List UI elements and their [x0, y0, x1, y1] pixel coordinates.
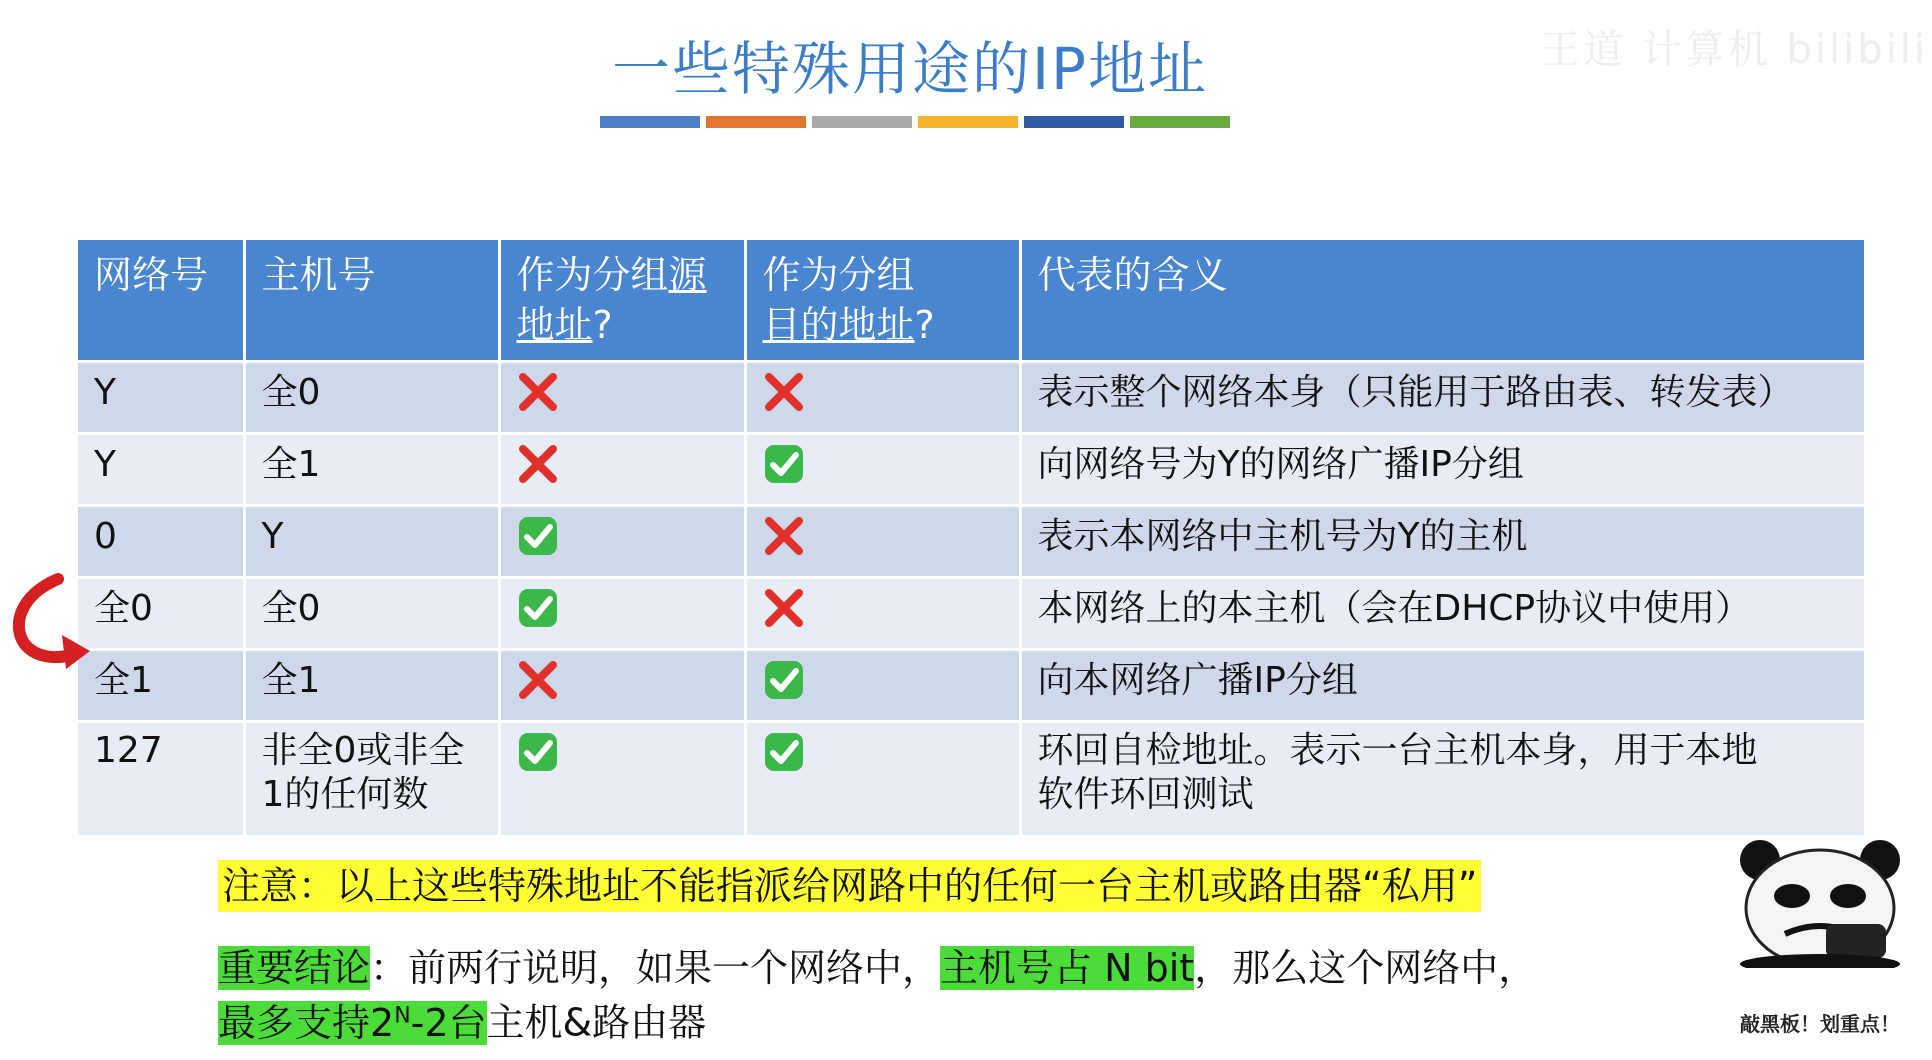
check-icon	[763, 659, 805, 701]
conclusion-text: 前两行说明，如果一个网络中，	[408, 946, 941, 990]
check-icon	[763, 731, 805, 773]
table-row	[78, 506, 1864, 578]
cell-network: 127	[78, 722, 244, 837]
meme-caption: 敲黑板！划重点！	[1740, 1012, 1900, 1036]
header-host-number: 主机号	[244, 240, 499, 362]
cell-host: 全0	[244, 362, 499, 434]
check-icon	[517, 731, 559, 773]
cell-as-source	[499, 434, 745, 506]
title-color-bar	[600, 116, 1230, 128]
cell-as-source	[499, 362, 745, 434]
header-meaning: 代表的含义	[1020, 240, 1864, 362]
table-row	[78, 578, 1864, 650]
check-icon	[517, 515, 559, 557]
color-bar-segment	[918, 116, 1018, 128]
cell-as-source	[499, 650, 745, 722]
special-ip-table	[78, 240, 1864, 838]
color-bar-segment	[1130, 116, 1230, 128]
cell-as-destination	[745, 362, 1020, 434]
cell-as-destination	[745, 722, 1020, 837]
cross-icon	[517, 659, 559, 701]
cross-icon	[517, 443, 559, 485]
cell-as-source	[499, 578, 745, 650]
cell-as-destination	[745, 506, 1020, 578]
table-header-row	[78, 240, 1864, 362]
cell-as-destination	[745, 578, 1020, 650]
cell-meaning: 环回自检地址。表示一台主机本身，用于本地 软件环回测试	[1020, 722, 1864, 837]
cell-host: 全1	[244, 650, 499, 722]
conclusion-highlight-bits: 主机号占 N bit	[940, 946, 1195, 990]
color-bar-segment	[706, 116, 806, 128]
cell-host: Y	[244, 506, 499, 578]
table-row	[78, 362, 1864, 434]
color-bar-segment	[1024, 116, 1124, 128]
cell-network: Y	[78, 434, 244, 506]
conclusion-block: 重要结论：前两行说明，如果一个网络中，主机号占 N bit，那么这个网络中， 最多支持$2^N-2$台主机&路由器	[218, 946, 1537, 1045]
cell-network: 0	[78, 506, 244, 578]
header-network-number: 网络号	[78, 240, 244, 362]
conclusion-label: 重要结论	[218, 946, 371, 990]
cell-meaning: 向网络号为Y的网络广播IP分组	[1020, 434, 1864, 506]
watermark: 王道 计算机 bilibili	[1540, 27, 1928, 73]
table-row	[78, 434, 1864, 506]
color-bar-segment	[600, 116, 700, 128]
cell-network: 全1	[78, 650, 244, 722]
cell-network: 全0	[78, 578, 244, 650]
check-icon	[763, 443, 805, 485]
panda-meme	[1720, 838, 1920, 1048]
cross-icon	[763, 587, 805, 629]
cell-host: 非全0或非全 1的任何数	[244, 722, 499, 837]
cross-icon	[763, 515, 805, 557]
page-title: 一些特殊用途的IP地址	[611, 35, 1209, 103]
cell-as-source	[499, 506, 745, 578]
header-as-destination: 作为分组 目的地址?	[745, 240, 1020, 362]
cell-meaning: 表示整个网络本身（只能用于路由表、转发表）	[1020, 362, 1864, 434]
table-row	[78, 650, 1864, 722]
cell-meaning: 本网络上的本主机（会在DHCP协议中使用）	[1020, 578, 1864, 650]
cell-as-destination	[745, 434, 1020, 506]
conclusion-highlight-max-hosts: 最多支持$2^N-2$台	[218, 1000, 487, 1045]
cell-host: 全1	[244, 434, 499, 506]
panda-face-icon	[1730, 838, 1910, 968]
cell-meaning: 向本网络广播IP分组	[1020, 650, 1864, 722]
cell-as-source	[499, 722, 745, 837]
note-highlight: 注意：以上这些特殊地址不能指派给网路中的任何一台主机或路由器“私用”	[218, 860, 1481, 912]
table-row	[78, 722, 1864, 837]
color-bar-segment	[812, 116, 912, 128]
check-icon	[517, 587, 559, 629]
cell-meaning: 表示本网络中主机号为Y的主机	[1020, 506, 1864, 578]
cell-host: 全0	[244, 578, 499, 650]
header-as-source: 作为分组源 地址?	[499, 240, 745, 362]
cross-icon	[517, 371, 559, 413]
cell-as-destination	[745, 650, 1020, 722]
cross-icon	[763, 371, 805, 413]
cell-network: Y	[78, 362, 244, 434]
curved-arrow-icon	[10, 565, 100, 675]
